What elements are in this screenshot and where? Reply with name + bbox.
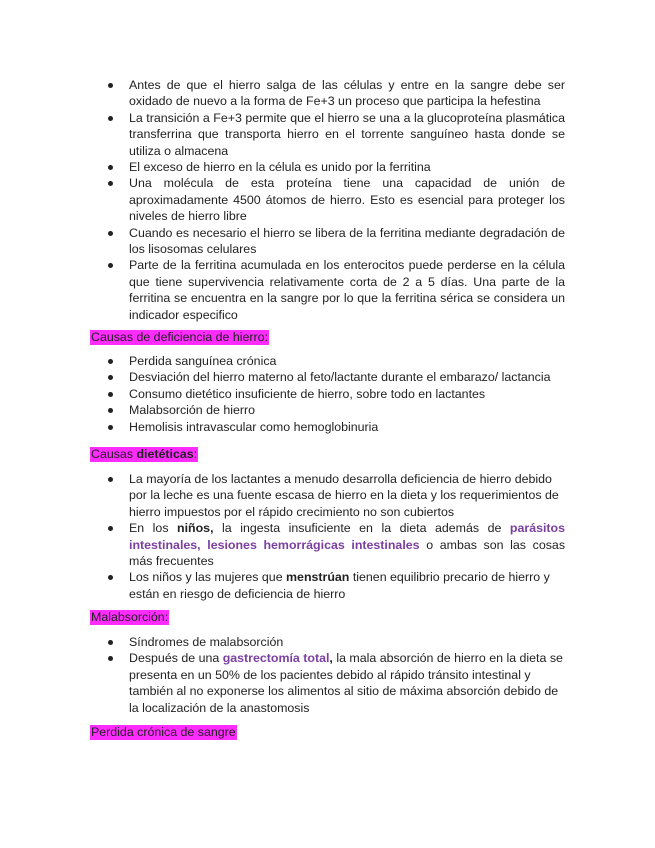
text-run: Después de una xyxy=(129,651,223,666)
bold-run: menstrúan xyxy=(286,570,350,585)
list-item: Hemolisis intravascular como hemoglobinuria xyxy=(90,419,565,435)
text-run: Los niños y las mujeres que xyxy=(129,570,287,585)
list-item: La transición a Fe+3 permite que el hierro se una a la glucoproteína plasmática transferrina que transporta hierro en el torrente sanguíneo hasta donde se utiliza o almacena xyxy=(90,110,565,159)
list-item xyxy=(90,569,565,602)
heading-malabsorcion: Malabsorción: xyxy=(91,610,169,624)
bold-run: , xyxy=(329,651,333,666)
list-item: Perdida sanguínea crónica xyxy=(90,353,565,369)
highlight-run: gastrectomía total xyxy=(222,651,330,666)
list-item: El exceso de hierro en la célula es unido por la ferritina xyxy=(90,159,565,175)
heading-prefix: Causas xyxy=(91,447,137,461)
causes-list xyxy=(90,353,565,435)
text-run: la ingesta insuficiente en la dieta además de xyxy=(213,521,510,536)
list-item: Malabsorción de hierro xyxy=(90,402,565,418)
text-run: la mala absorción de hierro en la dieta se presenta en un 50% de los pacientes debido al rápido tránsito intestinal y también al no exponerse los alimentos al sitio de máxima absorción debido de la localización de la anastomosis xyxy=(129,651,563,715)
malabsorption-list xyxy=(90,634,565,716)
list-item xyxy=(90,650,565,716)
heading-causas-dieteticas xyxy=(90,447,198,462)
list-item: Parte de la ferritina acumulada en los enterocitos puede perderse en la célula que tiene supervivencia relativamente corta de 2 a 5 días. Una parte de la ferritina se encuentra en la sangre por lo que la ferritina sérica se considera un indicador especifico xyxy=(90,257,565,323)
heading-perdida-cronica: Perdida crónica de sangre xyxy=(91,725,236,739)
list-item: Cuando es necesario el hierro se libera de la ferritina mediante degradación de los lisosomas celulares xyxy=(90,225,565,258)
text-run: En los xyxy=(129,521,178,536)
heading-suffix: : xyxy=(193,447,198,461)
list-item: Síndromes de malabsorción xyxy=(90,634,565,650)
highlight-run: parásitos intestinales, lesiones hemorrágicas intestinales xyxy=(129,521,565,552)
iron-transport-list xyxy=(90,77,565,323)
list-item: Consumo dietético insuficiente de hierro, sobre todo en lactantes xyxy=(90,386,565,402)
list-item: La mayoría de los lactantes a menudo desarrolla deficiencia de hierro debido por la leche es una fuente escasa de hierro en la dieta y los requerimientos de hierro impuestos por el rápido crecimiento no son cubiertos xyxy=(90,471,565,520)
text-run: tienen equilibrio precario de hierro y están en riesgo de deficiencia de hierro xyxy=(129,570,550,601)
bold-run: niños, xyxy=(177,521,214,536)
heading-bold: dietéticas xyxy=(136,447,194,461)
dietary-causes-list xyxy=(90,471,565,602)
list-item xyxy=(90,520,565,569)
heading-causas-deficiencia: Causas de deficiencia de hierro: xyxy=(91,330,269,344)
list-item: Una molécula de esta proteína tiene una capacidad de unión de aproximadamente 4500 átomos de hierro. Esto es esencial para proteger los niveles de hierro libre xyxy=(90,175,565,224)
text-run: o ambas son las cosas más frecuentes xyxy=(129,537,566,569)
list-item: Antes de que el hierro salga de las células y entre en la sangre debe ser oxidado de nuevo a la forma de Fe+3 un proceso que participa la hefestina xyxy=(90,77,565,110)
list-item: Desviación del hierro materno al feto/lactante durante el embarazo/ lactancia xyxy=(90,369,565,385)
